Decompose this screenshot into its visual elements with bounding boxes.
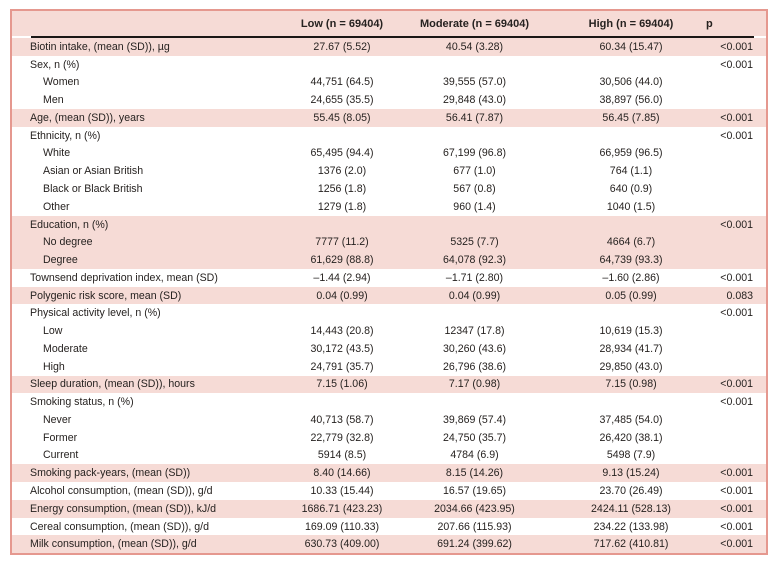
cell-high: 764 (1.1) (609, 165, 653, 178)
cell-high: 5498 (7.9) (606, 449, 656, 462)
cell-high: 26,420 (38.1) (599, 431, 663, 444)
row-label: Sex, n (%) (30, 58, 80, 71)
row-label: Biotin intake, (mean (SD)), µg (30, 40, 170, 53)
row-label: Alcohol consumption, (mean (SD)), g/d (30, 485, 213, 498)
cell-moderate: 12347 (17.8) (444, 325, 505, 338)
cell-low: 169.09 (110.33) (304, 520, 380, 533)
table-row (12, 376, 766, 394)
row-label: Age, (mean (SD)), years (30, 111, 145, 124)
table-row (12, 411, 766, 429)
cell-p: <0.001 (720, 40, 753, 53)
cell-high: –1.60 (2.86) (602, 271, 660, 284)
cell-p: <0.001 (720, 538, 753, 551)
cell-high: 10,619 (15.3) (599, 325, 663, 338)
row-label: Other (43, 200, 70, 213)
cell-moderate: 24,750 (35.7) (442, 431, 507, 444)
table-row (12, 74, 766, 92)
table-row (12, 91, 766, 109)
row-label: Ethnicity, n (%) (30, 129, 101, 142)
cell-low: 27.67 (5.52) (313, 40, 371, 53)
cell-low: 5914 (8.5) (317, 449, 367, 462)
row-label: White (43, 147, 71, 160)
cell-p: <0.001 (720, 129, 753, 142)
cell-low: 61,629 (88.8) (310, 254, 374, 267)
cell-high: 640 (0.9) (609, 183, 653, 195)
cell-high: 60.34 (15.47) (599, 40, 663, 53)
cell-low: 14,443 (20.8) (310, 325, 374, 338)
cell-moderate: 8.15 (14.26) (445, 467, 504, 480)
cell-p: <0.001 (720, 58, 753, 71)
row-label: Moderate (43, 342, 88, 355)
cell-high: 56.45 (7.85) (602, 111, 660, 124)
cell-low: 30,172 (43.5) (310, 342, 374, 355)
cell-p: <0.001 (720, 467, 753, 480)
table-row (12, 482, 766, 500)
cell-moderate: 207.66 (115.93) (437, 520, 512, 533)
cell-high: 29,850 (43.0) (599, 360, 663, 373)
table-row (12, 269, 766, 287)
table-body (12, 38, 766, 553)
table-row (12, 322, 766, 340)
cell-high: 0.05 (0.99) (605, 289, 657, 302)
table-row (12, 109, 766, 127)
cell-low: 65,495 (94.4) (310, 147, 374, 160)
cell-high: 9.13 (15.24) (602, 467, 660, 480)
cell-high: 4664 (6.7) (606, 236, 656, 249)
table-row (12, 500, 766, 518)
row-label: Black or Black British (43, 183, 143, 195)
table-row (12, 340, 766, 358)
table-row (12, 447, 766, 465)
table-row (12, 535, 766, 553)
cell-p: <0.001 (720, 502, 753, 515)
row-label: Sleep duration, (mean (SD)), hours (30, 378, 195, 391)
cell-moderate: 960 (1.4) (453, 200, 496, 213)
column-header-p: p (706, 17, 713, 30)
cell-moderate: –1.71 (2.80) (445, 271, 504, 284)
cell-p: <0.001 (720, 307, 753, 320)
cell-low: 1256 (1.8) (317, 183, 367, 195)
cell-high: 38,897 (56.0) (599, 94, 663, 107)
table-row (12, 304, 766, 322)
cell-p: 0.083 (726, 289, 753, 302)
cell-low: 24,791 (35.7) (310, 360, 374, 373)
cell-moderate: 39,555 (57.0) (442, 76, 507, 89)
cell-moderate: 7.17 (0.98) (448, 378, 501, 391)
cell-moderate: 40.54 (3.28) (445, 40, 504, 53)
column-header-high: High (n = 69404) (588, 17, 674, 30)
cell-low: 40,713 (58.7) (310, 413, 374, 426)
cell-moderate: 16.57 (19.65) (442, 485, 507, 498)
table-row (12, 127, 766, 145)
cell-low: 10.33 (15.44) (310, 485, 374, 498)
table-row (12, 251, 766, 269)
cell-moderate: 39,869 (57.4) (442, 413, 507, 426)
cell-p: <0.001 (720, 378, 753, 391)
cell-high: 717.62 (410.81) (593, 538, 669, 551)
cell-p: <0.001 (720, 485, 753, 498)
cell-moderate: 67,199 (96.8) (442, 147, 507, 160)
cell-low: 44,751 (64.5) (310, 76, 374, 89)
cell-low: 1279 (1.8) (317, 200, 367, 213)
cell-low: 22,779 (32.8) (310, 431, 374, 444)
cell-high: 64,739 (93.3) (599, 254, 663, 267)
cell-low: 55.45 (8.05) (313, 111, 371, 124)
table-row (12, 198, 766, 216)
cell-moderate: 4784 (6.9) (450, 449, 499, 462)
cell-moderate: 0.04 (0.99) (448, 289, 501, 302)
cell-high: 28,934 (41.7) (599, 342, 663, 355)
row-label: Cereal consumption, (mean (SD)), g/d (30, 520, 209, 533)
row-label: Men (43, 94, 64, 107)
cell-p: <0.001 (720, 218, 753, 231)
cell-p: <0.001 (720, 520, 753, 533)
row-label: Former (43, 431, 78, 444)
row-label: Current (43, 449, 79, 462)
cell-moderate: 26,796 (38.6) (442, 360, 507, 373)
cell-moderate: 29,848 (43.0) (442, 94, 507, 107)
cell-low: 24,655 (35.5) (310, 94, 374, 107)
row-label: Physical activity level, n (%) (30, 307, 161, 320)
cell-low: 0.04 (0.99) (316, 289, 368, 302)
cell-moderate: 64,078 (92.3) (442, 254, 507, 267)
row-label: High (43, 360, 65, 373)
cell-low: –1.44 (2.94) (313, 271, 371, 284)
table-row (12, 38, 766, 56)
characteristics-table (10, 9, 768, 555)
column-header-moderate: Moderate (n = 69404) (419, 17, 530, 30)
cell-moderate: 677 (1.0) (453, 165, 496, 178)
cell-moderate: 2034.66 (423.95) (434, 502, 515, 515)
row-label: No degree (43, 236, 93, 249)
cell-moderate: 691.24 (399.62) (437, 538, 512, 551)
row-label: Degree (43, 254, 78, 267)
table-row (12, 464, 766, 482)
row-label: Women (43, 76, 80, 89)
table-row (12, 358, 766, 376)
table-header-row (12, 11, 766, 36)
cell-high: 30,506 (44.0) (599, 76, 663, 89)
table-row (12, 56, 766, 74)
table-row (12, 393, 766, 411)
table-row (12, 287, 766, 305)
row-label: Never (43, 413, 72, 426)
cell-p: <0.001 (720, 111, 753, 124)
cell-moderate: 56.41 (7.87) (445, 111, 504, 124)
cell-low: 630.73 (409.00) (304, 538, 380, 551)
table-row (12, 216, 766, 234)
cell-low: 7.15 (1.06) (316, 378, 368, 391)
column-header-low: Low (n = 69404) (300, 17, 384, 30)
row-label: Polygenic risk score, mean (SD) (30, 289, 182, 302)
table-row (12, 162, 766, 180)
cell-high: 37,485 (54.0) (599, 413, 663, 426)
row-label: Smoking pack-years, (mean (SD)) (30, 467, 191, 480)
cell-high: 2424.11 (528.13) (591, 502, 671, 515)
row-label: Energy consumption, (mean (SD)), kJ/d (30, 502, 217, 515)
cell-moderate: 567 (0.8) (453, 183, 496, 195)
cell-moderate: 30,260 (43.6) (442, 342, 507, 355)
table-row (12, 429, 766, 447)
table-row (12, 518, 766, 536)
cell-high: 234.22 (133.98) (593, 520, 669, 533)
cell-high: 23.70 (26.49) (599, 485, 663, 498)
cell-high: 7.15 (0.98) (605, 378, 657, 391)
cell-high: 66,959 (96.5) (599, 147, 663, 160)
cell-low: 1686.71 (423.23) (301, 502, 383, 515)
cell-low: 8.40 (14.66) (313, 467, 371, 480)
row-label: Townsend deprivation index, mean (SD) (30, 271, 218, 284)
cell-low: 7777 (11.2) (315, 236, 369, 249)
row-label: Milk consumption, (mean (SD)), g/d (30, 538, 197, 551)
cell-moderate: 5325 (7.7) (450, 236, 499, 249)
cell-low: 1376 (2.0) (317, 165, 367, 178)
cell-p: <0.001 (720, 271, 753, 284)
table-row (12, 233, 766, 251)
cell-high: 1040 (1.5) (606, 200, 656, 213)
row-label: Low (43, 325, 63, 338)
cell-p: <0.001 (720, 396, 753, 409)
row-label: Asian or Asian British (43, 165, 144, 178)
table-row (12, 180, 766, 198)
row-label: Education, n (%) (30, 218, 109, 231)
table-row (12, 145, 766, 163)
row-label: Smoking status, n (%) (30, 396, 134, 409)
